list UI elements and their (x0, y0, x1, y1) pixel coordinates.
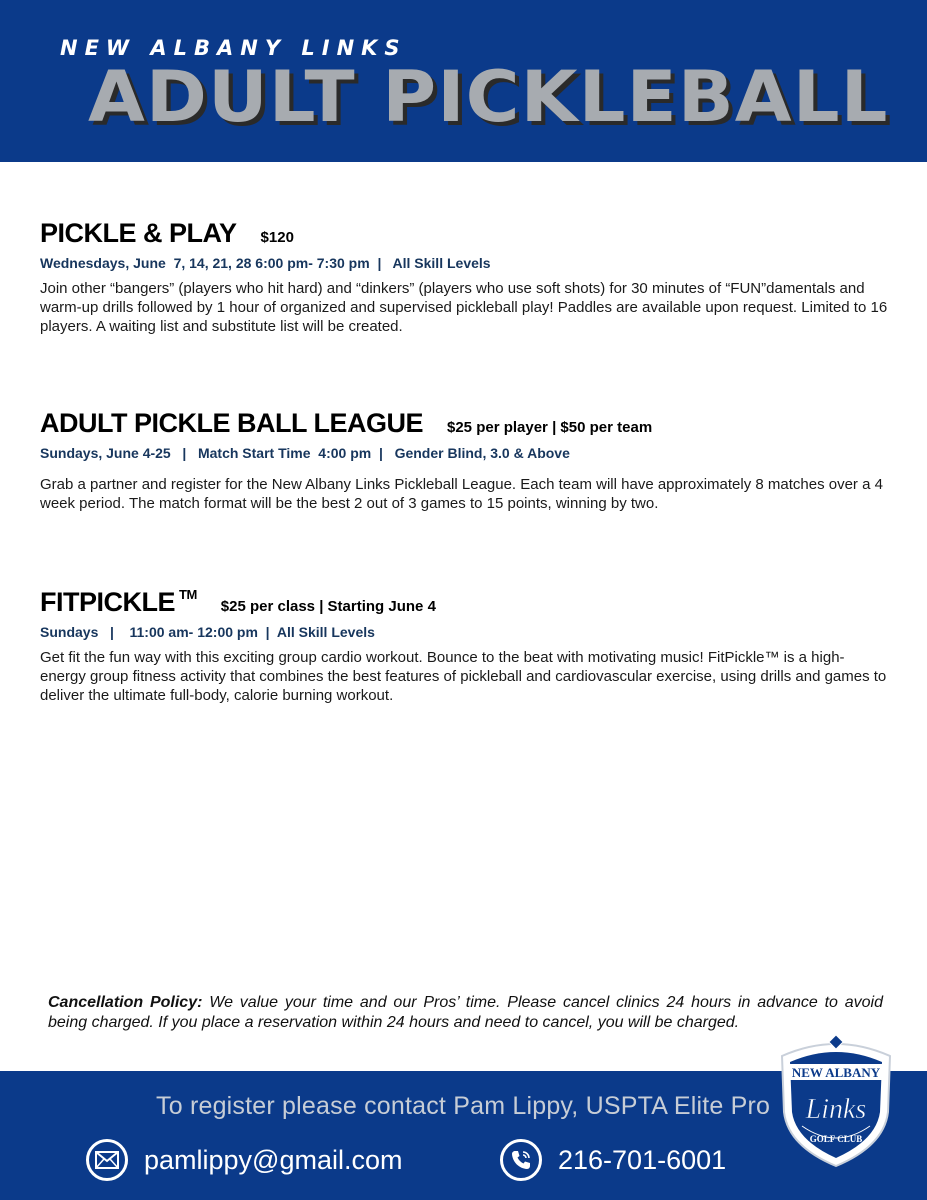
cancellation-text: We value your time and our Pros’ time. Please cancel clinics 24 hours in advance to avoid being charged. If you place a reservation within 24 hours and need to cancel, you will be charged. (48, 994, 883, 1031)
section-schedule: Wednesdays, June 7, 14, 21, 28 6:00 pm- 7:30 pm | All Skill Levels (40, 255, 491, 271)
section-price: $120 (260, 229, 294, 246)
section-description: Grab a partner and register for the New Albany Links Pickleball League. Each team will have approximately 8 matches over a 4 week period. The match format will be the best 2 out of 3 games to 15 points, winning by two. (40, 476, 883, 512)
section-description: Join other “bangers” (players who hit hard) and “dinkers” (players who use soft shots) for 30 minutes of “FUN”damentals and warm-up drills followed by 1 hour of organized and supervised pickleball play! Paddles are available upon request. Limited to 16 players. A waiting list and substitute list will be created. (40, 280, 888, 335)
header-banner (0, 0, 927, 162)
section-price: $25 per class | Starting June 4 (220, 598, 436, 615)
svg-text:NEW ALBANY: NEW ALBANY (791, 1065, 881, 1080)
golf-club-logo (776, 1034, 896, 1169)
phone-icon (500, 1139, 542, 1181)
svg-text:GOLF CLUB: GOLF CLUB (809, 1134, 863, 1144)
svg-text:Links: Links (805, 1094, 867, 1125)
phone-number[interactable]: 216-701-6001 (558, 1144, 727, 1175)
register-text: To register please contact Pam Lippy, USPTA Elite Pro (156, 1092, 771, 1120)
email-address[interactable]: pamlippy@gmail.com (144, 1144, 403, 1175)
section-schedule: Sundays | 11:00 am- 12:00 pm | All Skill Levels (40, 624, 375, 640)
section-title: ADULT PICKLE BALL LEAGUE (40, 408, 423, 438)
section-adult-league (40, 408, 890, 513)
envelope-icon (86, 1139, 128, 1181)
section-title: PICKLE & PLAY (40, 218, 237, 248)
section-title: FITPICKLE ™ (40, 587, 197, 617)
page-title: ADULT PICKLEBALL (88, 56, 889, 138)
email-contact[interactable] (86, 1139, 403, 1181)
phone-contact[interactable] (500, 1139, 726, 1181)
cancellation-label: Cancellation Policy: (48, 994, 203, 1011)
section-pickle-and-play (40, 218, 890, 336)
cancellation-policy (48, 993, 883, 1033)
section-schedule: Sundays, June 4-25 | Match Start Time 4:00 pm | Gender Blind, 3.0 & Above (40, 445, 570, 461)
trademark-mark: TM (179, 587, 197, 602)
section-description: Get fit the fun way with this exciting group cardio workout. Bounce to the beat with motivating music! FitPickle™ is a high-energy group fitness activity that combines the best features of pickleball and cardiovascular exercise, using drills and games to deliver the ultimate full-body, calorie burning workout. (40, 649, 887, 704)
header-subtitle: NEW ALBANY LINKS (60, 36, 407, 60)
section-fitpickle (40, 587, 890, 705)
section-price: $25 per player | $50 per team (447, 419, 653, 436)
